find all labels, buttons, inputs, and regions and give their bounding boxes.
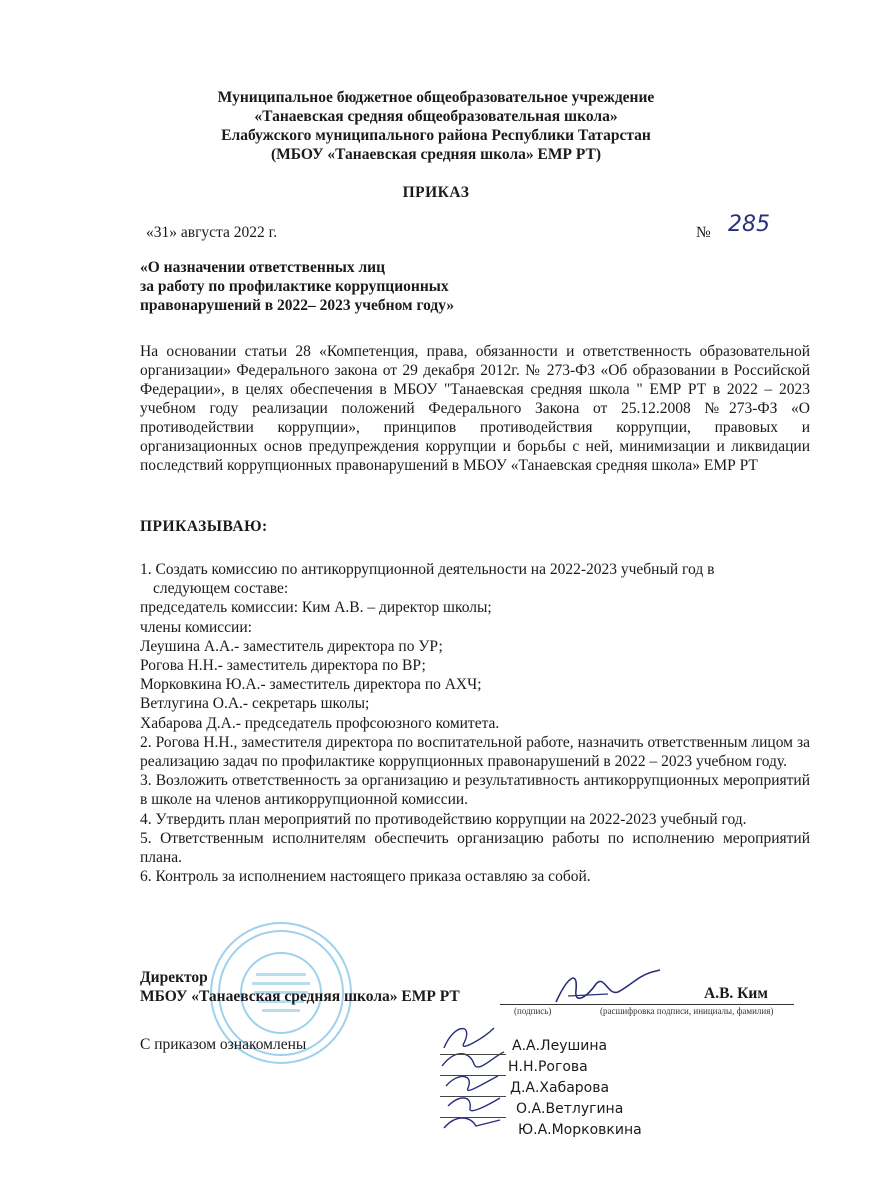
caption-signature: (подпись) — [514, 1006, 552, 1016]
ack-name: Ю.А.Морковкина — [518, 1122, 642, 1138]
item-6: 6. Контроль за исполнением настоящего приказа оставляю за собой. — [140, 868, 591, 886]
commission-member: Морковкина Ю.А.- заместитель директора по АХЧ; — [140, 676, 482, 694]
director-name: А.В. Ким — [704, 985, 768, 1002]
acknowledged-names — [506, 1036, 642, 1141]
ack-line — [440, 1075, 506, 1076]
ack-line — [440, 1117, 506, 1118]
acknowledged-label: С приказом ознакомлены — [140, 1036, 307, 1053]
commission-member: Ветлугина О.А.- секретарь школы; — [140, 695, 370, 713]
item-1: 1. Создать комиссию по антикоррупционной деятельности на 2022-2023 учебный год в — [140, 561, 715, 578]
ack-name: А.А.Леушина — [512, 1038, 608, 1054]
item-4: 4. Утвердить план мероприятий по противодействию коррупции на 2022-2023 учебный год. — [140, 810, 747, 828]
director-role: Директор — [140, 969, 208, 986]
order-number-handwritten: 285 — [728, 212, 770, 237]
order-items — [140, 560, 810, 886]
commission-chair: председатель комиссии: Ким А.В. – директор школы; — [140, 599, 492, 617]
commission-member: Рогова Н.Н.- заместитель директора по ВР; — [140, 657, 426, 675]
ack-name: О.А.Ветлугина — [516, 1101, 624, 1117]
signature-line — [500, 1004, 794, 1005]
ack-name: Н.Н.Рогова — [508, 1059, 588, 1075]
header-line: (МБОУ «Танаевская средняя школа» ЕМР РТ) — [270, 146, 602, 163]
header-line: «Танаевская средняя общеобразовательная школа» — [254, 108, 618, 125]
director-organization: МБОУ «Танаевская средняя школа» ЕМР РТ — [140, 988, 460, 1005]
item-2: 2. Рогова Н.Н., заместителя директора по воспитательной работе, назначить ответственным лицом за реализацию задач по профилактике коррупционных правонарушений в 2022 – 2023 учебном году. — [140, 733, 810, 771]
item-3: 3. Возложить ответственность за организацию и результативность антикоррупционных мероприятий в школе на членов антикоррупционной комиссии. — [140, 772, 810, 809]
ack-line — [440, 1096, 506, 1097]
order-subject: «О назначении ответственных лиц за работу по профилактике коррупционных правонарушений в 2022– 2023 учебном году» — [140, 259, 455, 314]
item-1-continuation: следующем составе: — [153, 580, 289, 598]
legal-basis-paragraph: На основании статьи 28 «Компетенция, права, обязанности и ответственность образовательной организации» Федерального закона от 29 декабря 2012г. № 273-ФЗ «Об образовании в Российской Федерации», в целях обеспечения в МБОУ "Танаевская средняя школа " ЕМР РТ в 2022 – 2023 учебном году реализации положений Федерального Закона от 25.12.2008 №273-ФЗ «О противодействии коррупции», принципов противодействия коррупции, правовых и организационных основ предупреждения коррупции и борьбы с ней, минимизации и ликвидации последствий коррупционных правонарушений в МБОУ «Танаевская средняя школа» ЕМР РТ — [140, 343, 810, 474]
header-line: Елабужского муниципального района Республики Татарстан — [221, 127, 651, 144]
institution-header — [0, 88, 872, 164]
members-label: члены комиссии: — [140, 618, 252, 636]
ack-name: Д.А.Хабарова — [510, 1080, 610, 1096]
ack-line — [440, 1054, 506, 1055]
acknowledgement-lines — [440, 1054, 506, 1138]
document-title: ПРИКАЗ — [402, 184, 470, 201]
commission-member: Хабарова Д.А.- председатель профсоюзного комитета. — [140, 714, 500, 732]
commission-member: Леушина А.А.- заместитель директора по УР; — [140, 637, 443, 655]
item-5: 5. Ответственным исполнителям обеспечить организацию работы по исполнению мероприятий плана. — [140, 829, 810, 867]
caption-decode: (расшифровка подписи, инициалы, фамилия) — [600, 1006, 774, 1016]
header-line: Муниципальное бюджетное общеобразовательное учреждение — [217, 89, 655, 106]
order-date: «31» августа 2022 г. — [146, 224, 278, 241]
order-number-label: № — [696, 224, 711, 241]
order-directive-heading: ПРИКАЗЫВАЮ: — [140, 518, 268, 535]
director-block — [140, 968, 460, 1006]
